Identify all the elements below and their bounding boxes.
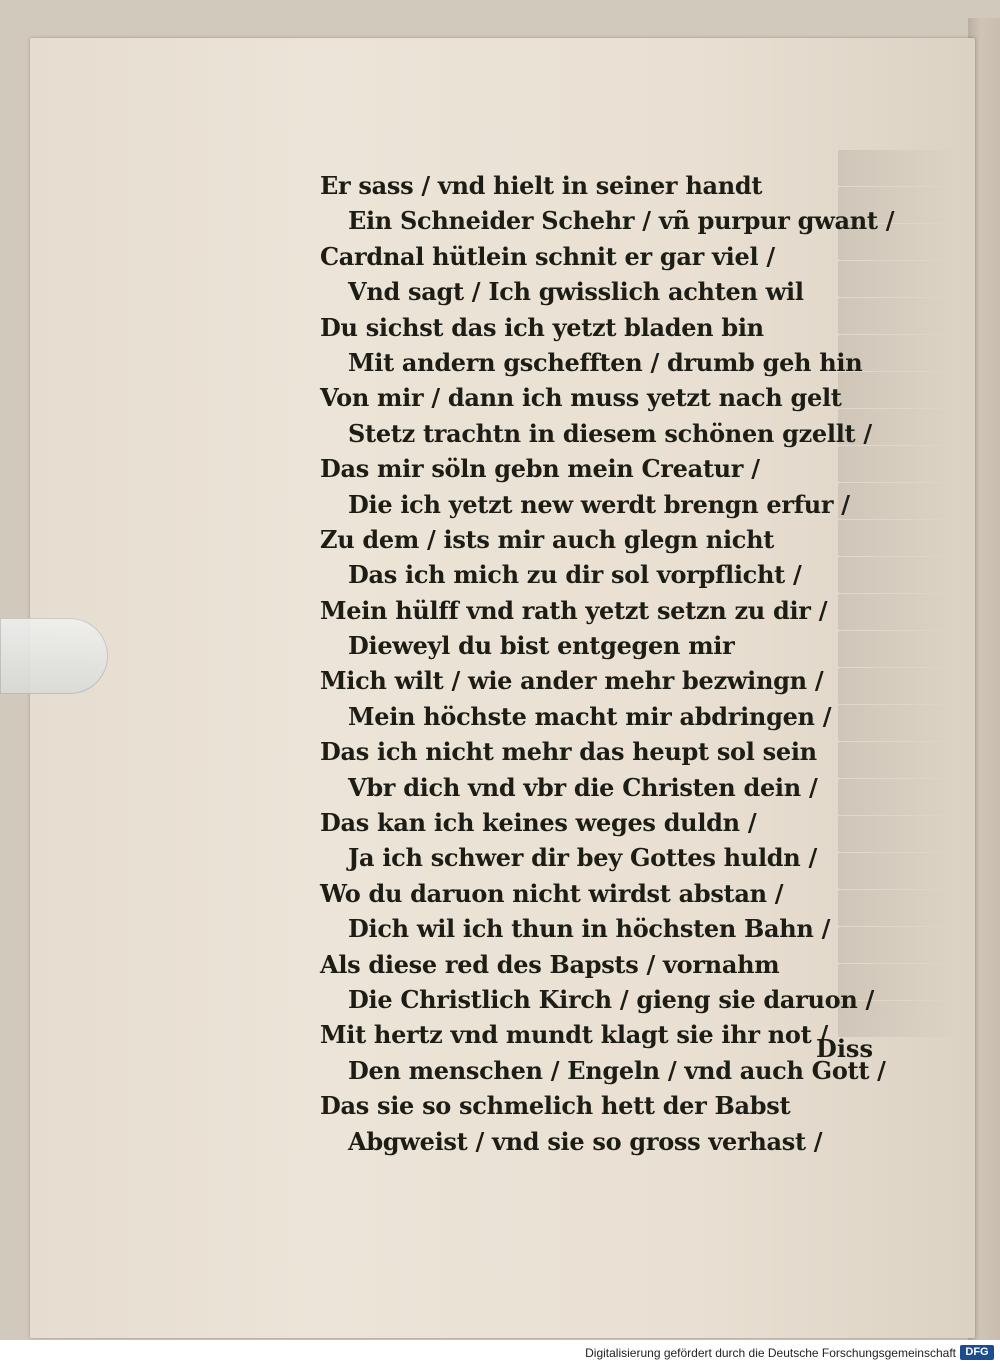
verse-line: Er sass / vnd hielt in seiner handt [320, 171, 763, 200]
verse-line: Du sichst das ich yetzt bladen bin [320, 312, 764, 342]
verse-line: Das mir söln gebn mein Creatur / [320, 454, 760, 484]
verse-line: Ja ich schwer dir bey Gottes huldn / [348, 843, 817, 873]
verse-line: Dich wil ich thun in höchsten Bahn / [348, 914, 831, 944]
verse-line: Die Christlich Kirch / gieng sie daruon / [348, 984, 874, 1014]
verse-line: Das kan ich keines weges duldn / [320, 808, 757, 838]
verse-line: Das ich mich zu dir sol vorpflicht / [348, 560, 802, 590]
verse-line: Ein Schneider Schehr / vñ purpur gwant / [348, 206, 895, 236]
verse-line: Die ich yetzt new werdt brengn erfur / [348, 489, 850, 519]
verse-line: Den menschen / Engeln / vnd auch Gott / [348, 1055, 886, 1085]
verse-line: Als diese red des Bapsts / vornahm [320, 949, 780, 979]
verse-line: Wo du daruon nicht wirdst abstan / [320, 878, 784, 908]
verse-line: Abgweist / vnd sie so gross verhast / [348, 1126, 823, 1156]
verse-line: Das sie so schmelich hett der Babst [320, 1091, 791, 1121]
verse-line: Vbr dich vnd vbr die Christen dein / [348, 772, 818, 802]
verse-line: Cardnal hütlein schnit er gar viel / [320, 241, 775, 271]
verse-line: Das ich nicht mehr das heupt sol sein [320, 737, 817, 767]
verse-line: Mit andern gschefften / drumb geh hin [348, 347, 863, 377]
funding-credit: Digitalisierung gefördert durch die Deutsche Forschungsgemeinschaft [585, 1346, 956, 1360]
verse-line: Mein höchste macht mir abdringen / [348, 701, 832, 731]
verse-line: Zu dem / ists mir auch glegn nicht [320, 524, 775, 554]
dfg-logo: DFG [960, 1345, 994, 1360]
verse-line: Dieweyl du bist entgegen mir [348, 631, 735, 661]
verse-line: Mein hülff vnd rath yetzt setzn zu dir / [320, 595, 828, 625]
verse-line: Mich wilt / wie ander mehr bezwingn / [320, 666, 824, 696]
page-clip-tab [0, 618, 108, 694]
verse-block [320, 168, 895, 1159]
verse-line: Vnd sagt / Ich gwisslich achten wil [348, 277, 804, 307]
verse-line: Stetz trachtn in diesem schönen gzellt / [348, 418, 872, 448]
verse-line: Von mir / dann ich muss yetzt nach gelt [320, 383, 842, 413]
catchword: Diss [816, 1034, 873, 1063]
verse-line: Mit hertz vnd mundt klagt sie ihr not / [320, 1020, 828, 1050]
